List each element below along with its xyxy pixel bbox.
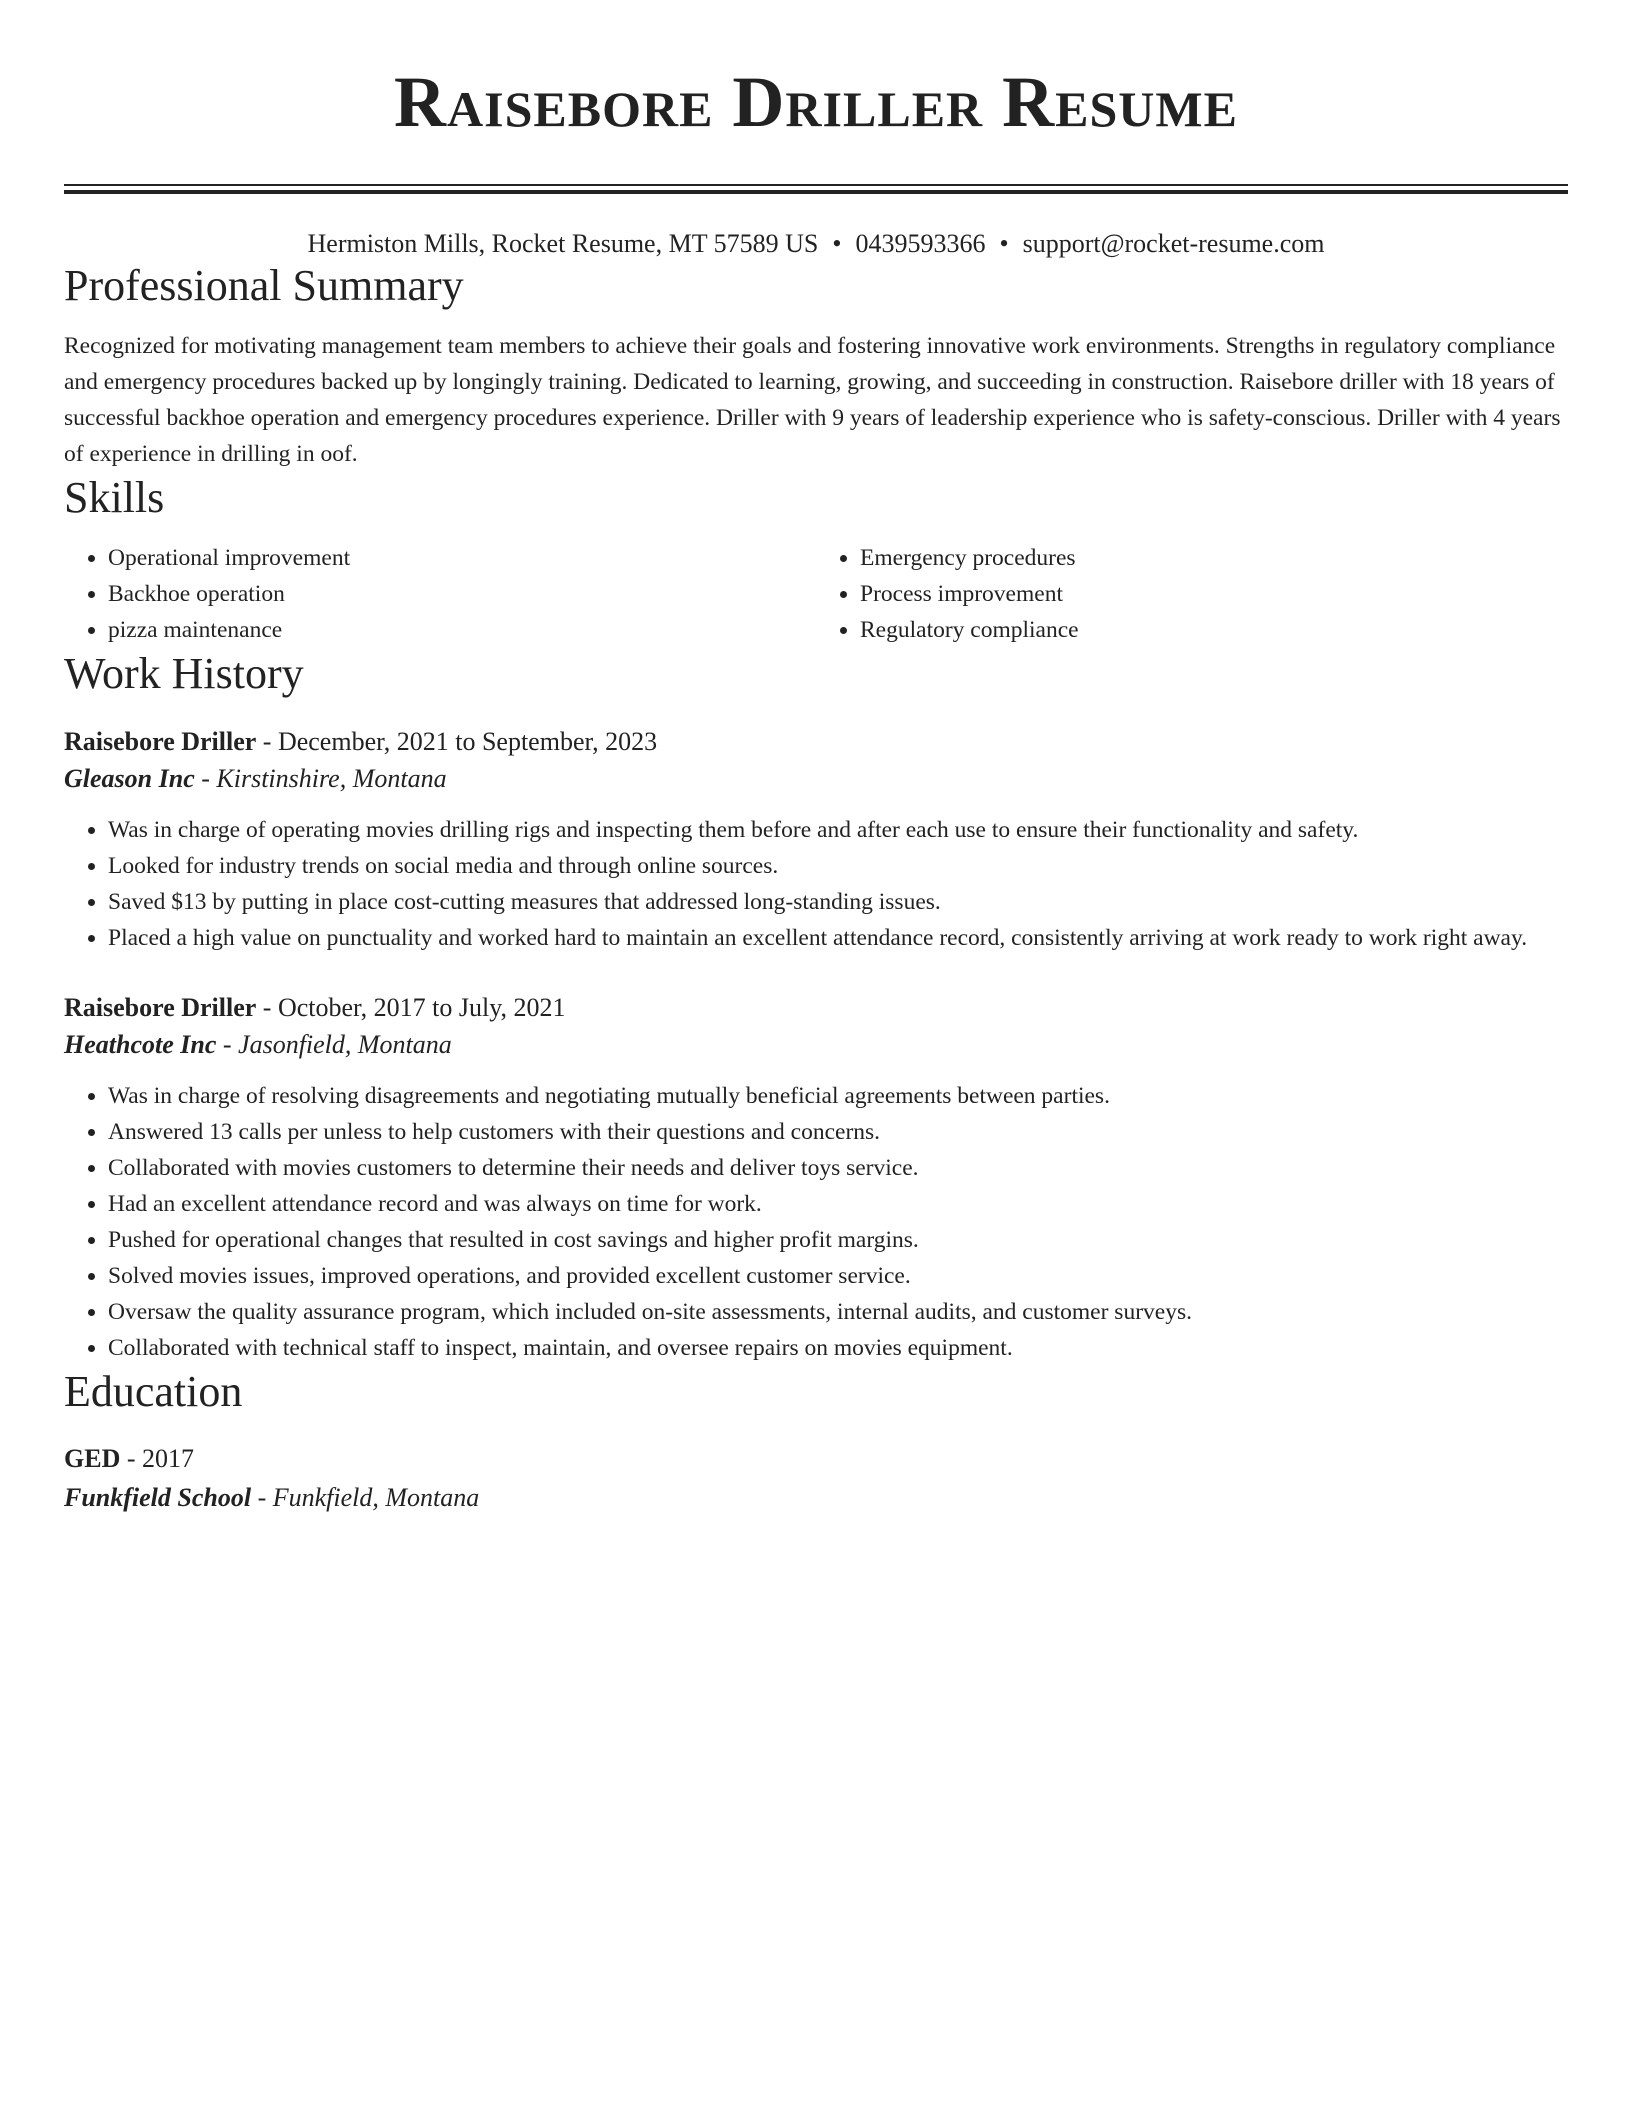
job-entry (64, 724, 1568, 956)
job-title-line (64, 990, 1568, 1026)
skill-item: • Emergency procedures (860, 540, 1568, 576)
job-bullet: • Pushed for operational changes that resulted in cost savings and higher profit margins. (108, 1222, 1568, 1258)
job-bullet: • Answered 13 calls per unless to help customers with their questions and concerns. (108, 1114, 1568, 1150)
company-location: - Kirstinshire, Montana (194, 764, 447, 793)
summary-text: Recognized for motivating management team members to achieve their goals and fostering innovative work environments. Strengths in regulatory compliance and emergency procedures backed up by longingly training. Dedicated to learning, growing, and succeeding in construction. Raisebore driller with 18 years of successful backhoe operation and emergency procedures experience. Driller with 9 years of leadership experience who is safety-conscious. Driller with 4 years of experience in drilling in oof. (64, 333, 1561, 467)
resume-title: Raisebore Driller Resume (394, 62, 1238, 142)
education-heading: Education (64, 1367, 243, 1416)
skills-grid (64, 540, 1568, 648)
education-location: - Funkfield, Montana (251, 1483, 480, 1512)
job-bullet: • Was in charge of operating movies drilling rigs and inspecting them before and after each use to ensure their functionality and safety. (108, 812, 1568, 848)
job-title: Raisebore Driller (64, 727, 257, 756)
education-year: - 2017 (120, 1444, 195, 1473)
summary-heading: Professional Summary (64, 261, 464, 310)
job-bullet: • Collaborated with movies customers to determine their needs and deliver toys service. (108, 1150, 1568, 1186)
contact-separator: • (999, 229, 1009, 258)
skill-item: • pizza maintenance (108, 612, 816, 648)
job-bullet: • Collaborated with technical staff to inspect, maintain, and oversee repairs on movies equipment. (108, 1330, 1568, 1366)
job-dates: - December, 2021 to September, 2023 (256, 727, 658, 756)
job-bullet: • Was in charge of resolving disagreements and negotiating mutually beneficial agreements between parties. (108, 1078, 1568, 1114)
job-bullet: • Oversaw the quality assurance program, which included on-site assessments, internal audits, and customer surveys. (108, 1294, 1568, 1330)
contact-address: Hermiston Mills, Rocket Resume, MT 57589 US (307, 229, 819, 258)
contact-email[interactable]: support@rocket-resume.com (1022, 229, 1325, 258)
education-school: Funkfield School (64, 1483, 252, 1512)
job-entry (64, 990, 1568, 1366)
company-name: Gleason Inc (64, 764, 195, 793)
job-bullet: • Looked for industry trends on social media and through online sources. (108, 848, 1568, 884)
skill-item: • Regulatory compliance (860, 612, 1568, 648)
skill-item: • Operational improvement (108, 540, 816, 576)
job-bullet: • Saved $13 by putting in place cost-cutting measures that addressed long-standing issues. (108, 884, 1568, 920)
skill-item: • Backhoe operation (108, 576, 816, 612)
contact-separator: • (832, 229, 842, 258)
company-name: Heathcote Inc (64, 1030, 217, 1059)
education-school-line (64, 1478, 1568, 1518)
contact-phone: 0439593366 (855, 229, 986, 258)
job-bullet: • Had an excellent attendance record and was always on time for work. (108, 1186, 1568, 1222)
work-history-heading: Work History (64, 649, 304, 698)
job-bullet: • Placed a high value on punctuality and worked hard to maintain an excellent attendance record, consistently arriving at work ready to work right away. (108, 920, 1568, 956)
company-line (64, 1026, 1568, 1064)
company-line (64, 760, 1568, 798)
skills-column-right (816, 540, 1568, 648)
education-degree-line (64, 1440, 1568, 1478)
job-dates: - October, 2017 to July, 2021 (256, 993, 566, 1022)
skills-column-left (64, 540, 816, 648)
title-divider (64, 184, 1568, 194)
company-location: - Jasonfield, Montana (216, 1030, 452, 1059)
job-bullets (64, 1078, 1568, 1366)
contact-line (64, 228, 1568, 260)
skill-item: • Process improvement (860, 576, 1568, 612)
skills-heading: Skills (64, 473, 165, 522)
job-bullets (64, 812, 1568, 956)
job-title-line (64, 724, 1568, 760)
job-title: Raisebore Driller (64, 993, 257, 1022)
education-degree: GED (64, 1444, 121, 1473)
job-bullet: • Solved movies issues, improved operations, and provided excellent customer service. (108, 1258, 1568, 1294)
